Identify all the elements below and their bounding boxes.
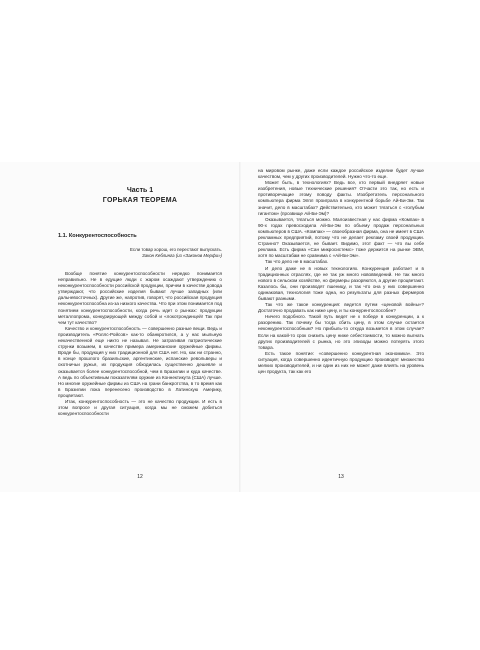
epigraph [102, 247, 222, 259]
paragraph: Ничего подобного. Такой путь ведет не к победе в конкуренции, а к разорению. Так почему бы тогда сбить цену, в этом случае остается неконкурентоспособным? Но прибыль-то откуда возьмется в этом случае? Если на какой-то срок снизить цену ниже себестоимости, то можно выгнать других производителей с рынка, но это эпизоды можно потерять этого товара. [258, 314, 424, 350]
paragraph: Качество и конкурентоспособность — совершенно разные вещи. Ведь и производитель «Роллс-Ройсов» как-то обанкротился, а у нас мыльную некачественной еще никто не называл. Не затрагивая патриотические струнки возьмем, в качестве примера американские оружейные фирмы. Вроде бы, продукция у них традиционной для США нет. Но, как ни странно, в конце прошлого бразильские, аргентинские, испанские револьверы и охотничьи ружья, их продукция обходилась существенно дешевле и оказывается более конкурентоспособной, чем в Бразилии и куда качестве. А ведь по объективным показателям оружие из Коннектикута (США) лучше. Но многие оружейные фирмы из США на грани банкротства, в то время как в Бразилии пока перенесено производство в Латинскую Америку, процветают. [58, 325, 222, 398]
paragraph: Оказывается, тягаться можно. Малоизвестная у нас фирма «Компак» в 90-х годах превосходила Ай-Би-Эм по объему продаж персональных компьютеров в США. «Компак» — своеобразная фирма, она не имеет в США рекламных предприятий, потому что не делает рекламу своей продукции. Странно? Оказывается, не бывает. Видимо, этот факт — что вы себе реклама. Есть фирма «Сан микросистемс» тоже держится на рынке ЭВМ, хотя по масштабам не сравнима с «Ай-Би-Эм». [258, 216, 424, 259]
paragraph: Есть такое понятие: «совершенно конкурентная экономика». Это ситуация, когда совершенно идентичную продукцию производят множество мелких производителей, и ни один из них не может даже влиять на уровень цен продукта, так как его [258, 350, 424, 375]
paragraph: Так что дело не в масштабах. [265, 259, 329, 265]
right-page [244, 162, 472, 492]
paragraph: Может быть, в технологиях? Ведь все, кто первый внедряет новые изобретения, новые технические решения? Отчасти это так, но есть и противоречащие этому поводу факты. Изобретатель персонального компьютера фирма Эппл проиграла в конкурентной борьбе Ай-Би-Эм. Так значит, дело в масштабах? Действительно, кто может тягаться с «голубым гигантом» (прозвище Ай-Би-Эм)? [258, 180, 424, 216]
left-text-column [58, 162, 222, 492]
paragraph: на мировом рынке, даже если каждое российское изделие будет лучше качеством, чем у других производителей. Нужно что-то еще. [258, 168, 424, 180]
right-body-text [258, 168, 424, 375]
chapter-title: ГОРЬКАЯ ТЕОРЕМА [102, 197, 178, 204]
book-spread [0, 162, 480, 492]
paragraph: Так что же такое конкуренция: ведется путем «ценовой войны»? Достаточно продавать как ниже цену, и ты конкурентоспособен? [258, 302, 424, 314]
paragraph: И дело даже не в новых технологиях. Конкуренция работает и в традиционных отраслях, где не так уж много нововведений. Не так много нового в сельском хозяйстве, но фермеры разоряются, а другие процветают. Казалось бы, они производят пшеницу, и так что она у них совершенно одинаковая, технология тоже одна, но результаты для разных фермеров бывают разными. [258, 265, 424, 301]
paragraph: Итак, конкурентоспособность — это не качество продукции. И есть в этом вопросе и другая ситуация, когда мы не сможем добиться конкурентоспособности [58, 398, 222, 417]
section-heading: 1.1. Конкурентоспособность [58, 233, 137, 239]
page-number-right: 13 [338, 474, 344, 480]
left-body-text [58, 271, 222, 417]
right-text-column [258, 162, 424, 492]
part-label: Часть 1 [126, 187, 154, 194]
paragraph: Вообще понятие конкурентоспособности нередко понимается неправильно. Не в едущие люди с жаром осаждают утверждению о неконкурентоспособности российской продукции, причем в качестве довода утверждают, что российские изделия бывают лучше западных (или дальневосточных). Другие же, напротив, говорят, что российская продукция неконкурентоспособна из-за низкого качества. Что при этом понимается под понятием конкурентоспособности, когда речь идет о рынках: продукции металлопрома, конкурирующей между собой и «локотрондинцей! Так при чем тут качество? [58, 271, 222, 325]
book-gutter [239, 162, 241, 492]
left-page [8, 162, 236, 492]
epigraph-source: Закон Кеблинга (из «Законов Мерфи») [142, 253, 222, 258]
epigraph-quote: Если товар хорош, его перестают выпускать. [130, 247, 222, 252]
page-number-left: 12 [137, 474, 143, 480]
